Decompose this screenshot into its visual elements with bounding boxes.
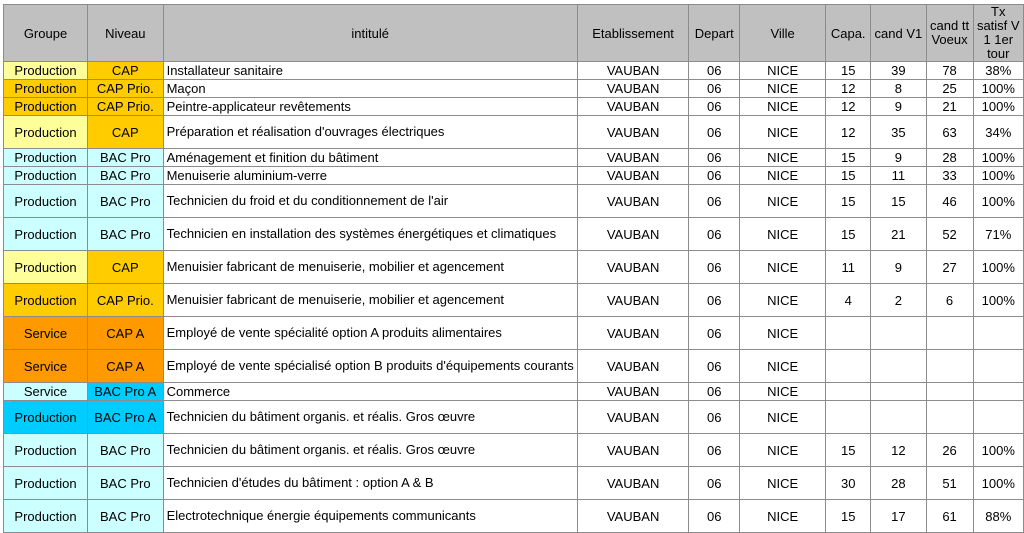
cell-intitule: Technicien du bâtiment organis. et réalis. Gros œuvre	[163, 401, 577, 434]
cell-depart: 06	[689, 251, 740, 284]
cell-ville: NICE	[740, 80, 826, 98]
cell-niveau: CAP Prio.	[88, 98, 164, 116]
cell-intitule: Aménagement et finition du bâtiment	[163, 149, 577, 167]
cell-intitule: Employé de vente spécialisé option B produits d'équipements courants	[163, 350, 577, 383]
cell-ville: NICE	[740, 167, 826, 185]
cell-cand-tt-voeux: 27	[926, 251, 973, 284]
cell-niveau: BAC Pro	[88, 467, 164, 500]
cell-intitule: Menuiserie aluminium-verre	[163, 167, 577, 185]
cell-groupe: Production	[4, 284, 88, 317]
cell-tx-satisf: 71%	[973, 218, 1023, 251]
cell-capa: 15	[826, 500, 871, 533]
cell-groupe: Production	[4, 149, 88, 167]
cell-etablissement: VAUBAN	[577, 149, 689, 167]
cell-ville: NICE	[740, 62, 826, 80]
header-tx-satisf: Tx satisf V 1 1er tour	[973, 5, 1023, 62]
header-niveau: Niveau	[88, 5, 164, 62]
cell-niveau: BAC Pro	[88, 218, 164, 251]
cell-depart: 06	[689, 467, 740, 500]
header-ville: Ville	[740, 5, 826, 62]
cell-cand-tt-voeux: 21	[926, 98, 973, 116]
cell-capa	[826, 401, 871, 434]
cell-ville: NICE	[740, 98, 826, 116]
cell-depart: 06	[689, 284, 740, 317]
cell-depart: 06	[689, 401, 740, 434]
cell-niveau: BAC Pro A	[88, 383, 164, 401]
cell-cand-tt-voeux: 28	[926, 149, 973, 167]
table-row	[4, 116, 1024, 149]
table-row	[4, 185, 1024, 218]
cell-tx-satisf	[973, 383, 1023, 401]
cell-cand-tt-voeux: 25	[926, 80, 973, 98]
cell-depart: 06	[689, 500, 740, 533]
cell-groupe: Production	[4, 434, 88, 467]
cell-niveau: CAP	[88, 62, 164, 80]
cell-cand-v1: 21	[871, 218, 926, 251]
cell-capa: 12	[826, 98, 871, 116]
table-row	[4, 350, 1024, 383]
cell-intitule: Menuisier fabricant de menuiserie, mobilier et agencement	[163, 251, 577, 284]
cell-tx-satisf	[973, 401, 1023, 434]
cell-cand-tt-voeux: 52	[926, 218, 973, 251]
cell-tx-satisf: 100%	[973, 98, 1023, 116]
cell-cand-v1	[871, 401, 926, 434]
cell-cand-tt-voeux: 61	[926, 500, 973, 533]
cell-intitule: Commerce	[163, 383, 577, 401]
cell-groupe: Production	[4, 251, 88, 284]
cell-etablissement: VAUBAN	[577, 467, 689, 500]
cell-depart: 06	[689, 317, 740, 350]
cell-capa: 15	[826, 434, 871, 467]
cell-niveau: BAC Pro	[88, 185, 164, 218]
cell-ville: NICE	[740, 500, 826, 533]
cell-tx-satisf	[973, 350, 1023, 383]
cell-groupe: Service	[4, 383, 88, 401]
table-row	[4, 383, 1024, 401]
cell-niveau: CAP Prio.	[88, 80, 164, 98]
cell-etablissement: VAUBAN	[577, 62, 689, 80]
cell-depart: 06	[689, 350, 740, 383]
cell-capa: 4	[826, 284, 871, 317]
cell-cand-tt-voeux: 33	[926, 167, 973, 185]
cell-cand-tt-voeux	[926, 350, 973, 383]
cell-cand-v1: 2	[871, 284, 926, 317]
cell-groupe: Production	[4, 185, 88, 218]
cell-cand-v1: 11	[871, 167, 926, 185]
cell-niveau: BAC Pro	[88, 149, 164, 167]
cell-ville: NICE	[740, 350, 826, 383]
header-groupe: Groupe	[4, 5, 88, 62]
cell-groupe: Service	[4, 350, 88, 383]
cell-cand-v1: 9	[871, 98, 926, 116]
cell-niveau: CAP A	[88, 317, 164, 350]
cell-niveau: CAP A	[88, 350, 164, 383]
cell-groupe: Production	[4, 62, 88, 80]
cell-depart: 06	[689, 383, 740, 401]
cell-etablissement: VAUBAN	[577, 116, 689, 149]
cell-intitule: Peintre-applicateur revêtements	[163, 98, 577, 116]
cell-capa	[826, 383, 871, 401]
header-etablissement: Etablissement	[577, 5, 689, 62]
data-table	[3, 4, 1024, 533]
cell-etablissement: VAUBAN	[577, 98, 689, 116]
table-row	[4, 251, 1024, 284]
cell-tx-satisf: 100%	[973, 167, 1023, 185]
cell-tx-satisf	[973, 317, 1023, 350]
table-row	[4, 401, 1024, 434]
cell-etablissement: VAUBAN	[577, 500, 689, 533]
cell-tx-satisf: 100%	[973, 434, 1023, 467]
cell-tx-satisf: 100%	[973, 284, 1023, 317]
cell-capa: 15	[826, 149, 871, 167]
cell-ville: NICE	[740, 284, 826, 317]
cell-niveau: CAP	[88, 251, 164, 284]
cell-groupe: Production	[4, 467, 88, 500]
cell-depart: 06	[689, 434, 740, 467]
header-depart: Depart	[689, 5, 740, 62]
table-row	[4, 98, 1024, 116]
cell-capa: 12	[826, 116, 871, 149]
cell-ville: NICE	[740, 116, 826, 149]
cell-cand-v1: 9	[871, 149, 926, 167]
cell-niveau: BAC Pro	[88, 434, 164, 467]
cell-tx-satisf: 38%	[973, 62, 1023, 80]
cell-capa: 15	[826, 167, 871, 185]
cell-depart: 06	[689, 149, 740, 167]
cell-intitule: Préparation et réalisation d'ouvrages électriques	[163, 116, 577, 149]
cell-etablissement: VAUBAN	[577, 350, 689, 383]
cell-ville: NICE	[740, 467, 826, 500]
cell-etablissement: VAUBAN	[577, 284, 689, 317]
cell-capa	[826, 317, 871, 350]
cell-intitule: Technicien du froid et du conditionnement de l'air	[163, 185, 577, 218]
cell-cand-tt-voeux	[926, 317, 973, 350]
cell-cand-v1: 12	[871, 434, 926, 467]
cell-ville: NICE	[740, 434, 826, 467]
cell-depart: 06	[689, 116, 740, 149]
cell-cand-v1	[871, 350, 926, 383]
cell-groupe: Production	[4, 401, 88, 434]
cell-etablissement: VAUBAN	[577, 317, 689, 350]
table-row	[4, 434, 1024, 467]
cell-capa: 15	[826, 62, 871, 80]
cell-intitule: Technicien d'études du bâtiment : option A & B	[163, 467, 577, 500]
table-body	[4, 62, 1024, 533]
cell-intitule: Technicien du bâtiment organis. et réalis. Gros œuvre	[163, 434, 577, 467]
cell-tx-satisf: 100%	[973, 467, 1023, 500]
table-row	[4, 62, 1024, 80]
cell-groupe: Production	[4, 500, 88, 533]
cell-cand-v1	[871, 383, 926, 401]
cell-etablissement: VAUBAN	[577, 251, 689, 284]
header-cand-v1: cand V1	[871, 5, 926, 62]
cell-ville: NICE	[740, 149, 826, 167]
cell-cand-tt-voeux: 46	[926, 185, 973, 218]
cell-ville: NICE	[740, 218, 826, 251]
table-row	[4, 149, 1024, 167]
cell-capa: 12	[826, 80, 871, 98]
cell-depart: 06	[689, 185, 740, 218]
cell-tx-satisf: 100%	[973, 251, 1023, 284]
header-capa: Capa.	[826, 5, 871, 62]
cell-etablissement: VAUBAN	[577, 218, 689, 251]
cell-cand-tt-voeux: 78	[926, 62, 973, 80]
cell-ville: NICE	[740, 383, 826, 401]
cell-cand-tt-voeux: 51	[926, 467, 973, 500]
cell-etablissement: VAUBAN	[577, 167, 689, 185]
cell-intitule: Menuisier fabricant de menuiserie, mobilier et agencement	[163, 284, 577, 317]
table-row	[4, 467, 1024, 500]
cell-cand-v1: 35	[871, 116, 926, 149]
cell-depart: 06	[689, 98, 740, 116]
cell-capa: 15	[826, 185, 871, 218]
cell-groupe: Production	[4, 116, 88, 149]
cell-intitule: Technicien en installation des systèmes énergétiques et climatiques	[163, 218, 577, 251]
cell-etablissement: VAUBAN	[577, 80, 689, 98]
cell-depart: 06	[689, 62, 740, 80]
table-row	[4, 284, 1024, 317]
cell-niveau: BAC Pro	[88, 500, 164, 533]
cell-etablissement: VAUBAN	[577, 383, 689, 401]
cell-groupe: Service	[4, 317, 88, 350]
cell-depart: 06	[689, 80, 740, 98]
cell-tx-satisf: 100%	[973, 80, 1023, 98]
cell-ville: NICE	[740, 401, 826, 434]
cell-etablissement: VAUBAN	[577, 434, 689, 467]
cell-tx-satisf: 88%	[973, 500, 1023, 533]
cell-ville: NICE	[740, 251, 826, 284]
cell-tx-satisf: 100%	[973, 149, 1023, 167]
cell-intitule: Employé de vente spécialité option A produits alimentaires	[163, 317, 577, 350]
cell-ville: NICE	[740, 185, 826, 218]
cell-cand-v1: 9	[871, 251, 926, 284]
table-row	[4, 218, 1024, 251]
cell-capa	[826, 350, 871, 383]
cell-cand-v1: 28	[871, 467, 926, 500]
cell-niveau: CAP	[88, 116, 164, 149]
header-cand-tt-voeux: cand tt Voeux	[926, 5, 973, 62]
cell-cand-v1: 39	[871, 62, 926, 80]
cell-cand-tt-voeux: 26	[926, 434, 973, 467]
cell-cand-tt-voeux: 6	[926, 284, 973, 317]
cell-ville: NICE	[740, 317, 826, 350]
table-row	[4, 167, 1024, 185]
cell-cand-tt-voeux	[926, 383, 973, 401]
cell-cand-v1: 15	[871, 185, 926, 218]
cell-etablissement: VAUBAN	[577, 185, 689, 218]
cell-niveau: BAC Pro A	[88, 401, 164, 434]
header-intitule: intitulé	[163, 5, 577, 62]
cell-depart: 06	[689, 218, 740, 251]
cell-intitule: Maçon	[163, 80, 577, 98]
cell-cand-tt-voeux	[926, 401, 973, 434]
cell-capa: 11	[826, 251, 871, 284]
cell-capa: 30	[826, 467, 871, 500]
cell-niveau: CAP Prio.	[88, 284, 164, 317]
table-row	[4, 317, 1024, 350]
cell-niveau: BAC Pro	[88, 167, 164, 185]
table-row	[4, 80, 1024, 98]
cell-groupe: Production	[4, 167, 88, 185]
cell-groupe: Production	[4, 218, 88, 251]
cell-intitule: Electrotechnique énergie équipements communicants	[163, 500, 577, 533]
cell-tx-satisf: 100%	[973, 185, 1023, 218]
table-header	[4, 5, 1024, 62]
cell-groupe: Production	[4, 80, 88, 98]
cell-cand-tt-voeux: 63	[926, 116, 973, 149]
cell-groupe: Production	[4, 98, 88, 116]
cell-etablissement: VAUBAN	[577, 401, 689, 434]
cell-depart: 06	[689, 167, 740, 185]
cell-tx-satisf: 34%	[973, 116, 1023, 149]
cell-cand-v1: 8	[871, 80, 926, 98]
table-row	[4, 500, 1024, 533]
cell-capa: 15	[826, 218, 871, 251]
cell-cand-v1	[871, 317, 926, 350]
cell-cand-v1: 17	[871, 500, 926, 533]
cell-intitule: Installateur sanitaire	[163, 62, 577, 80]
